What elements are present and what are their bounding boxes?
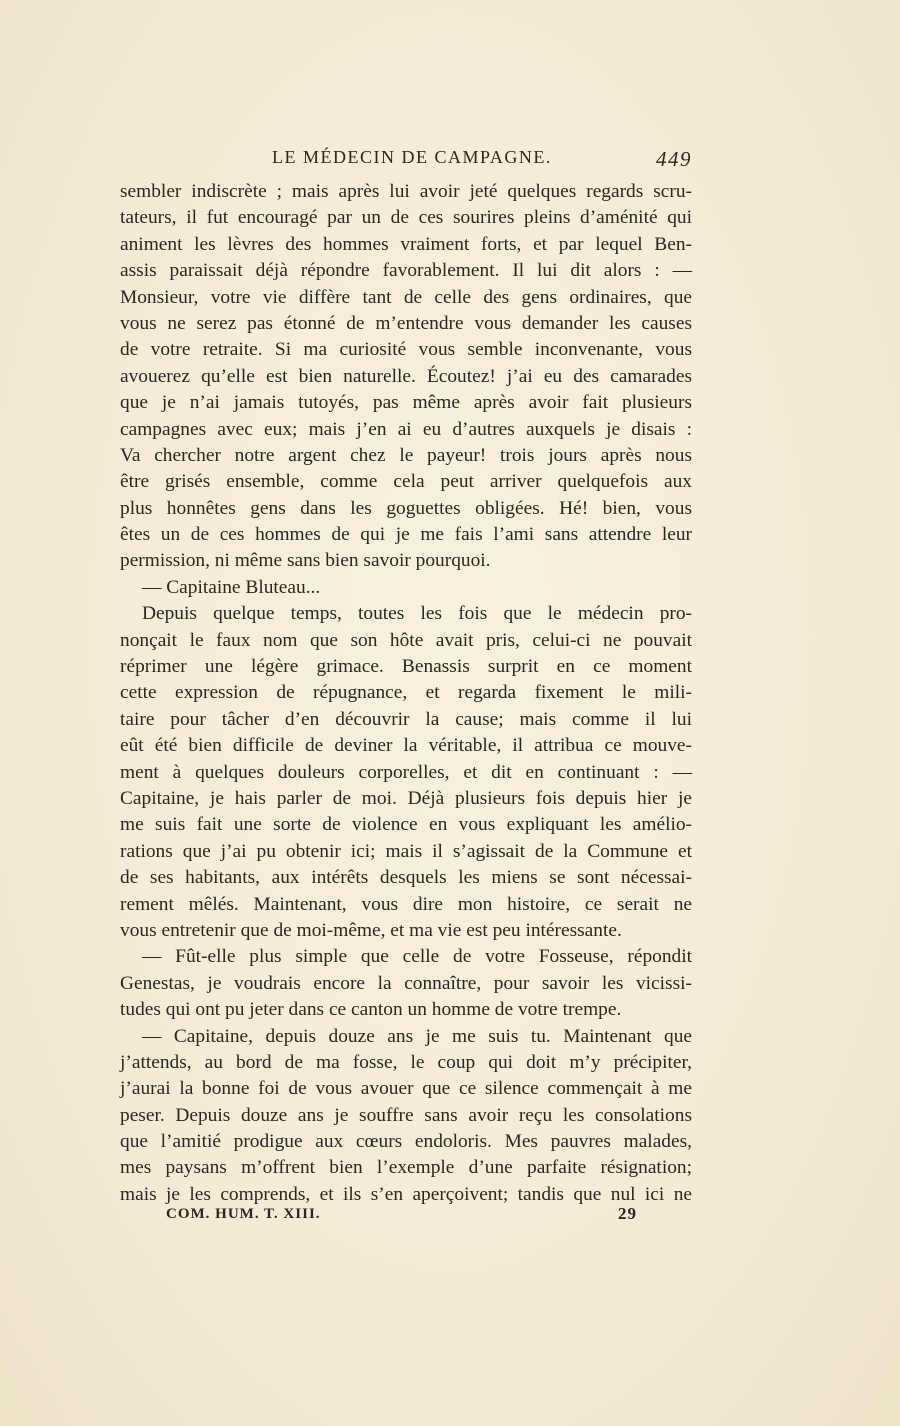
signature-number: 29 <box>618 1204 637 1223</box>
page-header <box>120 147 692 175</box>
text-line: taire pour tâcher d’en découvrir la cause; mais comme il lui <box>120 708 692 730</box>
text-line: eût été bien difficile de deviner la véritable, il attribua ce mouve- <box>120 735 692 757</box>
text-line: être grisés ensemble, comme cela peut arriver quelquefois aux <box>120 471 692 493</box>
text-line: j’attends, au bord de ma fosse, le coup qui doit m’y précipiter, <box>120 1051 692 1073</box>
text-line: que l’amitié prodigue aux cœurs endoloris. Mes pauvres malades, <box>120 1131 692 1153</box>
text-line: Genestas, je voudrais encore la connaître, pour savoir les vicissi- <box>120 972 692 994</box>
text-line: me suis fait une sorte de violence en vous expliquant les amélio- <box>120 814 692 836</box>
text-line: assis paraissait déjà répondre favorablement. Il lui dit alors : — <box>120 260 692 282</box>
text-line: vous entretenir que de moi-même, et ma vie est peu intéressante. <box>120 919 622 941</box>
text-line: — Fût-elle plus simple que celle de votre Fosseuse, répondit <box>142 946 692 968</box>
text-line: nonçait le faux nom que son hôte avait pris, celui-ci ne pouvait <box>120 629 692 651</box>
body-text <box>120 179 692 1208</box>
text-line: permission, ni même sans bien savoir pourquoi. <box>120 550 491 572</box>
text-line: Va chercher notre argent chez le payeur! trois jours après nous <box>120 444 692 466</box>
text-line: campagnes avec eux; mais j’en ai eu d’autres auxquels je disais : <box>120 418 692 440</box>
page-footer <box>120 1206 692 1230</box>
text-line: êtes un de ces hommes de qui je me fais l’ami sans attendre leur <box>120 524 692 546</box>
printer-signature: COM. HUM. T. XIII. <box>166 1206 321 1222</box>
text-line: ment à quelques douleurs corporelles, et dit en continuant : — <box>120 761 692 783</box>
text-line: que je n’ai jamais tutoyés, pas même après avoir fait plusieurs <box>120 392 692 414</box>
text-line: vous ne serez pas étonné de m’entendre vous demander les causes <box>120 312 692 334</box>
text-line: tateurs, il fut encouragé par un de ces sourires pleins d’aménité qui <box>120 207 692 229</box>
page-number: 449 <box>656 147 692 171</box>
text-line: sembler indiscrète ; mais après lui avoir jeté quelques regards scru- <box>120 181 692 202</box>
text-line: Monsieur, votre vie diffère tant de celle des gens ordinaires, que <box>120 286 692 308</box>
text-line: rations que j’ai pu obtenir ici; mais il s’agissait de la Commune et <box>120 840 692 862</box>
text-line: réprimer une légère grimace. Benassis surprit en ce moment <box>120 656 692 678</box>
text-line: mes paysans m’offrent bien l’exemple d’une parfaite résignation; <box>120 1157 692 1179</box>
text-line: rement mêlés. Maintenant, vous dire mon histoire, ce serait ne <box>120 893 692 915</box>
text-line: — Capitaine, depuis douze ans je me suis tu. Maintenant que <box>142 1025 692 1047</box>
text-line: cette expression de répugnance, et regarda fixement le mili- <box>120 682 692 704</box>
text-line: Capitaine, je hais parler de moi. Déjà plusieurs fois depuis hier je <box>120 787 692 809</box>
text-line: de votre retraite. Si ma curiosité vous semble inconvenante, vous <box>120 339 692 361</box>
running-head: LE MÉDECIN DE CAMPAGNE. <box>272 147 552 167</box>
text-line: Depuis quelque temps, toutes les fois que le médecin pro- <box>142 603 692 625</box>
text-line: tudes qui ont pu jeter dans ce canton un homme de votre trempe. <box>120 999 622 1021</box>
text-line: avouerez qu’elle est bien naturelle. Écoutez! j’ai eu des camarades <box>120 365 692 387</box>
text-line: de ses habitants, aux intérêts desquels les miens se sont nécessai- <box>120 867 692 889</box>
text-line: j’aurai la bonne foi de vous avouer que ce silence commençait à me <box>120 1078 692 1100</box>
text-line: mais je les comprends, et ils s’en aperçoivent; tandis que nul ici ne <box>120 1183 692 1205</box>
text-line: plus honnêtes gens dans les goguettes obligées. Hé! bien, vous <box>120 497 692 519</box>
text-line: peser. Depuis douze ans je souffre sans avoir reçu les consolations <box>120 1104 692 1126</box>
text-line: animent les lèvres des hommes vraiment forts, et par lequel Ben- <box>120 233 692 255</box>
text-line: — Capitaine Bluteau... <box>142 576 321 598</box>
